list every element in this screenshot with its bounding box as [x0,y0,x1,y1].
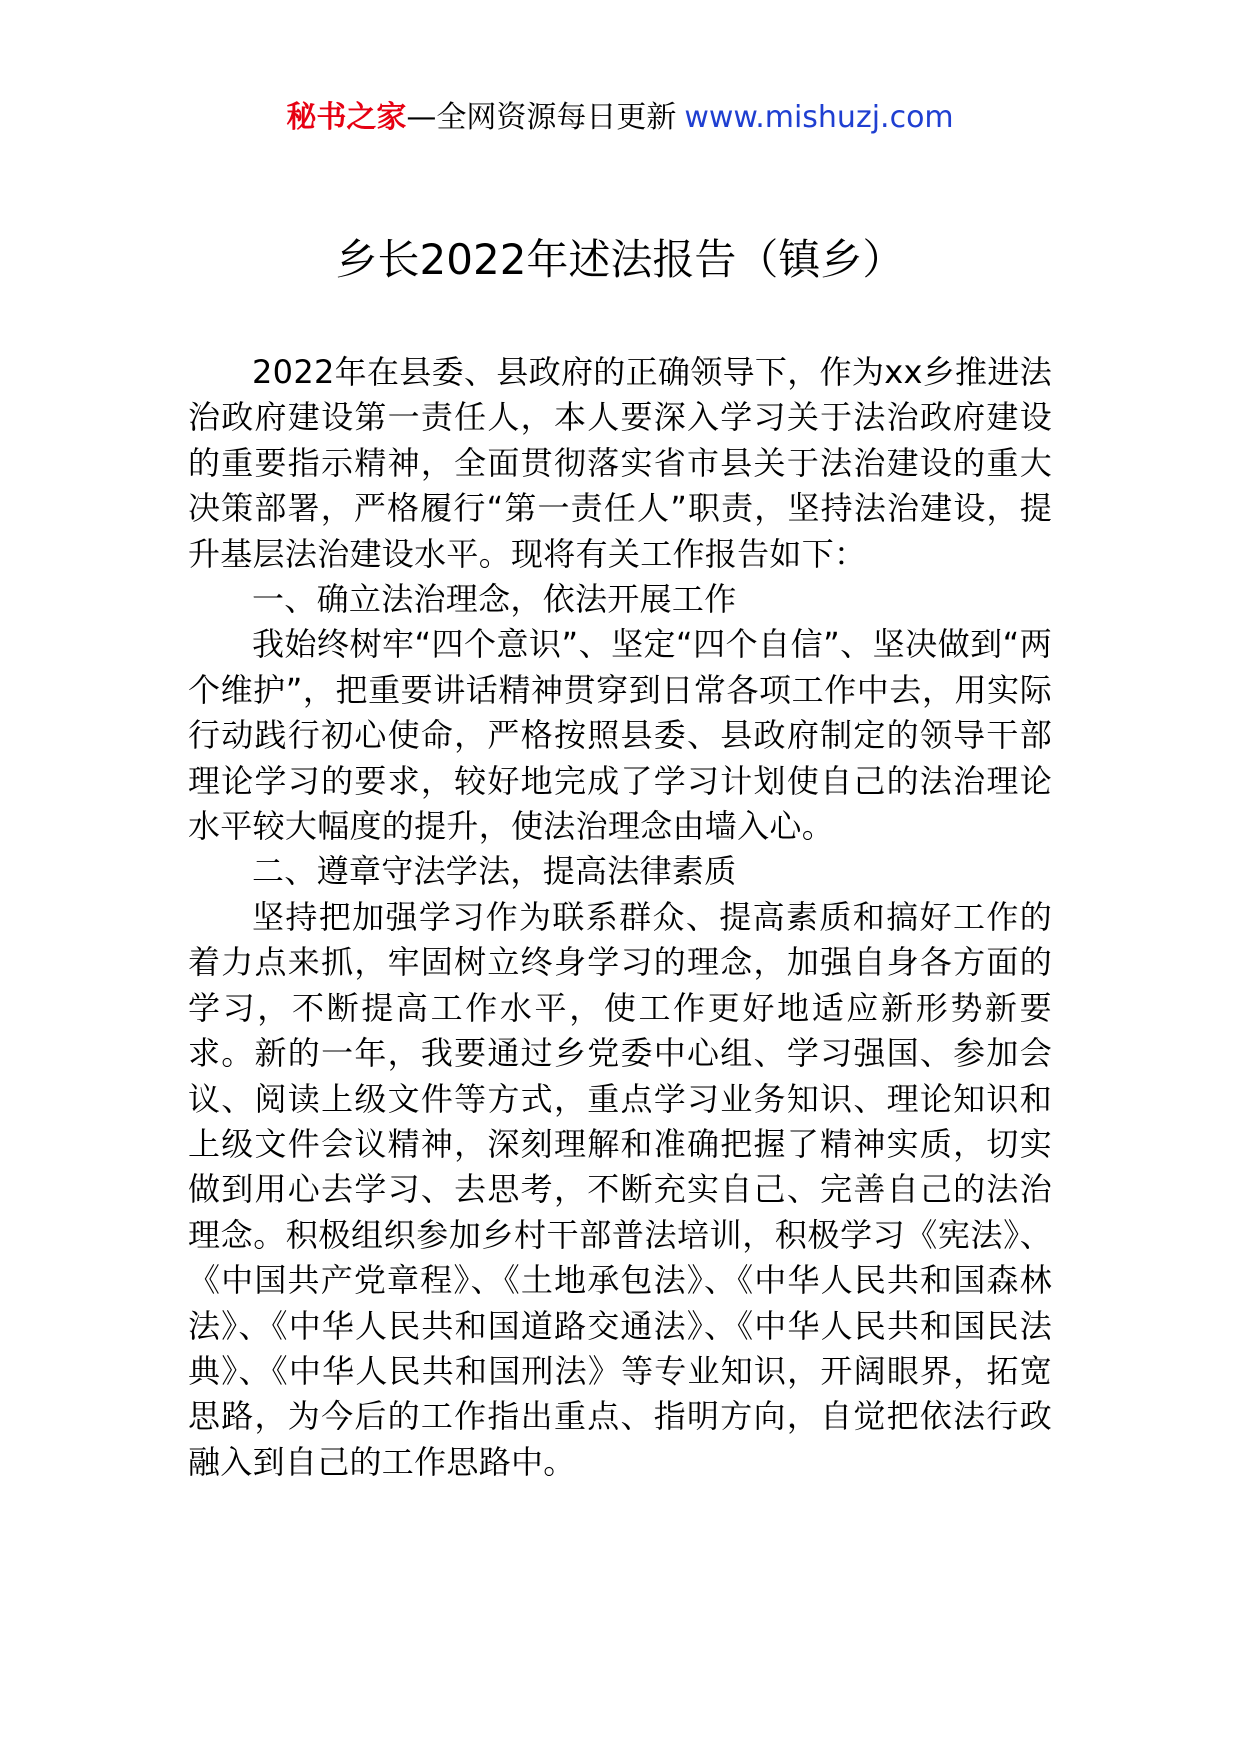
section-heading-1: 一、确立法治理念，依法开展工作 [252,580,737,619]
document-title: 乡长2022年述法报告（镇乡） [335,235,905,284]
section-heading-2: 二、遵章守法学法，提高法律素质 [252,852,737,891]
site-header [0,98,1240,138]
paragraph-intro: 2022年在县委、县政府的正确领导下，作为xx乡推进法治政府建设第一责任人，本人要深入学习关于法治政府建设的重要指示精神，全面贯彻落实省市县关于法治建设的重大决策部署，严格履行“第一责任人”职责，坚持法治建设，提升基层法治建设水平。现将有关工作报告如下： [188,353,1052,573]
site-brand: 秘书之家 [286,100,407,135]
site-url-link[interactable]: www.mishuzj.com [684,100,954,135]
site-tagline: —全网资源每日更新 [406,100,677,135]
paragraph-section-1: 我始终树牢“四个意识”、坚定“四个自信”、坚决做到“两个维护”，把重要讲话精神贯穿到日常各项工作中去，用实际行动践行初心使命，严格按照县委、县政府制定的领导干部理论学习的要求，较好地完成了学习计划使自己的法治理论水平较大幅度的提升，使法治理念由墙入心。 [188,625,1052,846]
document-body [188,350,1052,1485]
paragraph-section-2: 坚持把加强学习作为联系群众、提高素质和搞好工作的着力点来抓，牢固树立终身学习的理念，加强自身各方面的学习，不断提高工作水平，使工作更好地适应新形势新要求。新的一年，我要通过乡党委中心组、学习强国、参加会议、阅读上级文件等方式，重点学习业务知识、理论知识和上级文件会议精神，深刻理解和准确把握了精神实质，切实做到用心去学习、去思考，不断充实自己、完善自己的法治理念。积极组织参加乡村干部普法培训，积极学习《宪法》、《中国共产党章程》、《土地承包法》、《中华人民共和国森林法》、《中华人民共和国道路交通法》、《中华人民共和国民法典》、《中华人民共和国刑法》等专业知识，开阔眼界，拓宽思路，为今后的工作指出重点、指明方向，自觉把依法行政融入到自己的工作思路中。 [188,897,1052,1481]
